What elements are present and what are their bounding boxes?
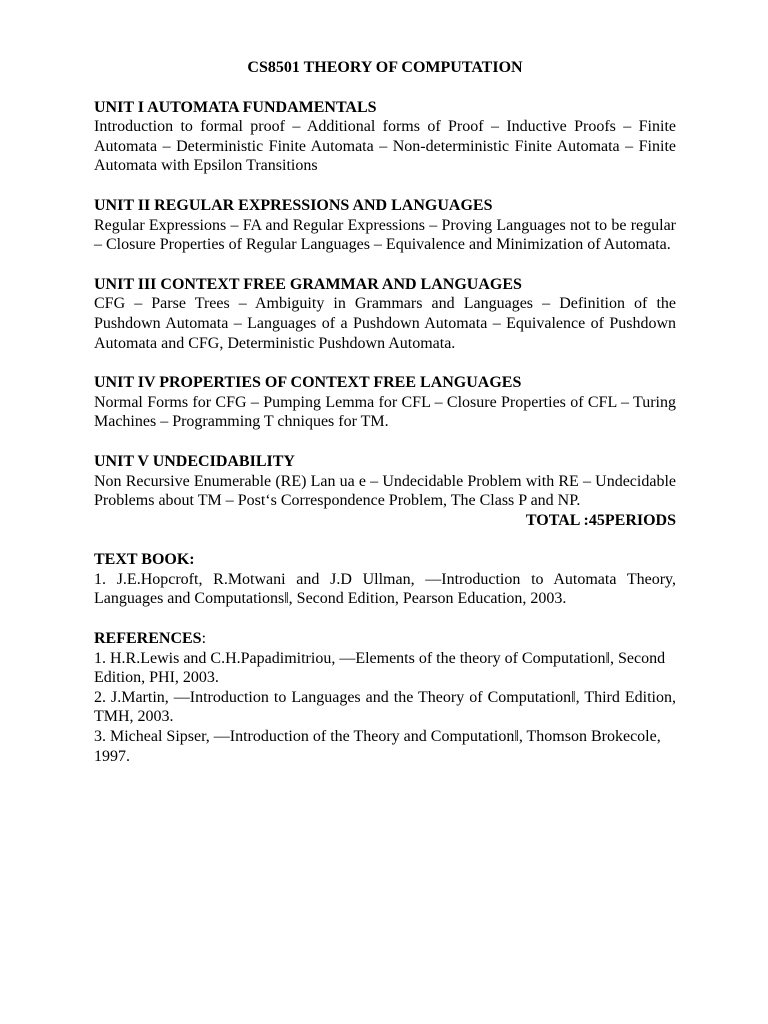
reference-item-1: 1. H.R.Lewis and C.H.Papadimitriou, ―Elements of the theory of Computation‖, Second Edition, PHI, 2003. bbox=[94, 649, 666, 687]
unit-4-heading: UNIT IV PROPERTIES OF CONTEXT FREE LANGUAGES bbox=[94, 374, 522, 392]
unit-2-heading: UNIT II REGULAR EXPRESSIONS AND LANGUAGES bbox=[94, 196, 493, 214]
syllabus-page bbox=[94, 58, 676, 786]
references-section bbox=[94, 629, 676, 766]
text-book-section bbox=[94, 550, 676, 609]
document-title: CS8501 THEORY OF COMPUTATION bbox=[247, 59, 523, 76]
unit-1-section bbox=[94, 98, 676, 176]
unit-1-body: Introduction to formal proof – Additional forms of Proof – Inductive Proofs – Finite Automata – Deterministic Finite Automata – Non-deterministic Finite Automata – Finite Automata with Epsilon Transitions bbox=[94, 118, 676, 175]
text-book-heading: TEXT BOOK: bbox=[94, 551, 195, 569]
unit-2-body: Regular Expressions – FA and Regular Expressions – Proving Languages not to be regular – Closure Properties of Regular Languages – Equivalence and Minimization of Automata. bbox=[94, 216, 676, 254]
text-book-item: 1. J.E.Hopcroft, R.Motwani and J.D Ullman, ―Introduction to Automata Theory, Languages and Computations‖, Second Edition, Pearson Education, 2003. bbox=[94, 570, 676, 608]
unit-5-section bbox=[94, 452, 676, 511]
unit-3-section bbox=[94, 275, 676, 353]
unit-5-heading: UNIT V UNDECIDABILITY bbox=[94, 452, 295, 470]
unit-4-body: Normal Forms for CFG – Pumping Lemma for CFL – Closure Properties of CFL – Turing Machines – Programming T chniques for TM. bbox=[94, 393, 676, 431]
total-periods: TOTAL :45PERIODS bbox=[525, 511, 676, 529]
unit-2-section bbox=[94, 196, 676, 255]
reference-item-3: 3. Micheal Sipser, ―Introduction of the Theory and Computation‖, Thomson Brokecole, 1997. bbox=[94, 728, 661, 765]
references-heading-colon: : bbox=[201, 630, 207, 648]
references-heading bbox=[94, 629, 676, 649]
unit-3-body: CFG – Parse Trees – Ambiguity in Grammars and Languages – Definition of the Pushdown Automata – Languages of a Pushdown Automata – Equivalence of Pushdown Automata and CFG, Deterministic Pushdown Automata. bbox=[94, 295, 676, 352]
unit-1-heading: UNIT I AUTOMATA FUNDAMENTALS bbox=[94, 98, 377, 116]
unit-3-heading: UNIT III CONTEXT FREE GRAMMAR AND LANGUAGES bbox=[94, 275, 522, 293]
unit-4-section bbox=[94, 373, 676, 432]
references-heading-text: REFERENCES bbox=[94, 630, 202, 648]
reference-item-2: 2. J.Martin, ―Introduction to Languages and the Theory of Computation‖, Third Edition, TMH, 2003. bbox=[94, 688, 676, 726]
unit-5-body: Non Recursive Enumerable (RE) Lan ua e – Undecidable Problem with RE – Undecidable Problems about TM – Post‘s Correspondence Problem, The Class P and NP. bbox=[94, 472, 676, 510]
